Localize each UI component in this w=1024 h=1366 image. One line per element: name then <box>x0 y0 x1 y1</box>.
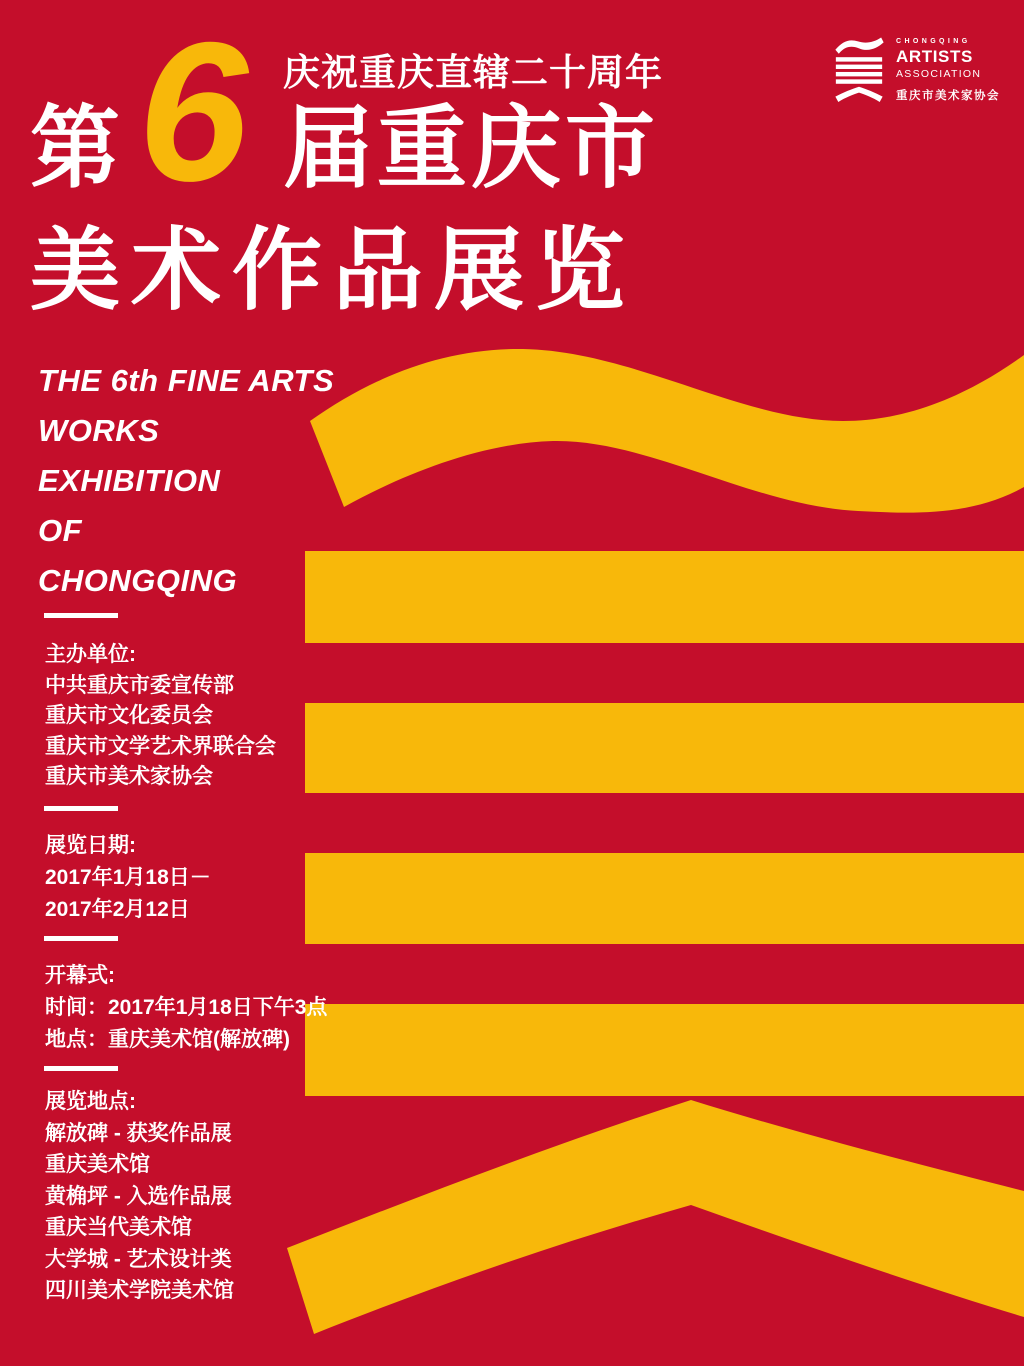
english-title-line: OF <box>38 513 83 548</box>
section-label: 主办单位: <box>45 643 136 666</box>
venues-section <box>45 1086 234 1307</box>
venue-item: 四川美术学院美术馆 <box>45 1279 234 1302</box>
organizer-item: 重庆市文化委员会 <box>45 704 213 727</box>
date-item: 2017年1月18日－ <box>45 866 211 889</box>
logo-chongqing-label: CHONGQING <box>896 38 971 45</box>
english-title-line: THE 6th FINE ARTS <box>38 363 335 398</box>
organizers-section <box>45 640 276 793</box>
venue-item: 重庆当代美术馆 <box>45 1216 192 1239</box>
glyph-bar-3 <box>305 853 1024 944</box>
artists-association-logo <box>834 37 1000 103</box>
anniversary-subtitle: 庆祝重庆直辖二十周年 <box>283 52 663 93</box>
divider <box>44 936 118 941</box>
english-title-line: CHONGQING <box>38 563 238 598</box>
section-label: 开幕式: <box>45 964 115 987</box>
english-title <box>38 356 334 606</box>
venue-item: 解放碑 - 获奖作品展 <box>45 1121 232 1145</box>
glyph-bar-2 <box>305 703 1024 793</box>
english-title-line: EXHIBITION <box>38 463 221 498</box>
logo-text-block <box>896 37 1000 103</box>
logo-chinese-label: 重庆市美术家协会 <box>896 90 1000 102</box>
organizer-item: 重庆市美术家协会 <box>45 765 213 788</box>
date-item: 2017年2月12日 <box>45 898 190 921</box>
logo-artists-label: ARTISTS <box>896 47 973 66</box>
logo-association-label: ASSOCIATION <box>896 68 982 80</box>
opening-item: 地点：重庆美术馆(解放碑) <box>45 1028 290 1051</box>
divider <box>44 806 118 811</box>
opening-section <box>45 960 327 1056</box>
section-label: 展览地点: <box>45 1090 136 1113</box>
opening-item: 时间：2017年1月18日下午3点 <box>45 996 328 1019</box>
title-prefix: 第 <box>30 99 120 199</box>
title-edition-number: 6 <box>138 1 249 222</box>
glyph-leg-left <box>287 1100 691 1334</box>
organizer-item: 重庆市文学艺术界联合会 <box>45 734 276 758</box>
glyph-bar-4 <box>305 1004 1024 1096</box>
dates-section <box>45 830 211 926</box>
title-suffix: 届重庆市 <box>283 99 659 199</box>
glyph-leg-right <box>691 1100 1024 1317</box>
venue-item: 黄桷坪 - 入选作品展 <box>45 1184 232 1208</box>
title-line2: 美术作品展览 <box>30 221 636 321</box>
venue-item: 大学城 - 艺术设计类 <box>45 1247 232 1271</box>
divider <box>44 1066 118 1071</box>
glyph-wave <box>310 349 1024 513</box>
venue-item: 重庆美术馆 <box>45 1153 150 1176</box>
english-title-line: WORKS <box>38 413 160 448</box>
section-label: 展览日期: <box>45 834 136 857</box>
artists-association-logo-mark-icon <box>834 37 884 102</box>
organizer-item: 中共重庆市委宣传部 <box>45 673 234 697</box>
glyph-bar-1 <box>305 551 1024 643</box>
divider <box>44 613 118 618</box>
